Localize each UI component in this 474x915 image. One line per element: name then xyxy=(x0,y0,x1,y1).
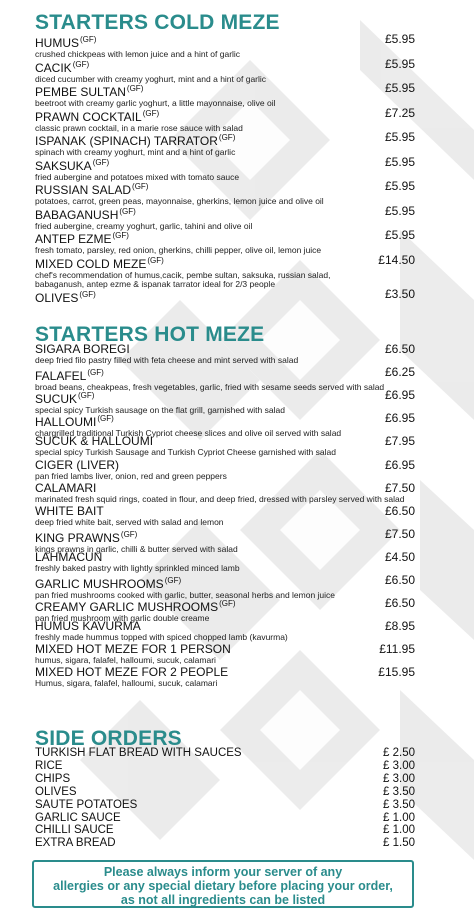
menu-item-description: beetroot with creamy garlic yoghurt, a little mayonnaise, olive oil xyxy=(35,98,276,108)
menu-item-name xyxy=(35,82,415,99)
side-order-item xyxy=(35,812,415,825)
side-order-item xyxy=(35,799,415,812)
menu-item-description: Humus, sigara, falafel, halloumi, sucuk, calamari xyxy=(35,678,218,689)
menu-item-price: £7.50 xyxy=(384,526,415,541)
menu-item-name-text: SUCUK & HALLOUMI xyxy=(35,434,154,449)
menu-item xyxy=(35,505,415,528)
menu-item-price: £14.50 xyxy=(378,252,415,267)
menu-item-name-text: CREAMY GARLIC MUSHROOMS xyxy=(35,600,219,615)
side-order-price: £ 1.50 xyxy=(383,837,415,850)
gluten-free-tag: (GF) xyxy=(132,182,149,191)
menu-item-description: potatoes, carrot, green peas, mayonnaise, gherkins, lemon juice and olive oil xyxy=(35,196,324,206)
menu-item-name xyxy=(35,156,415,173)
menu-item-name xyxy=(35,551,415,564)
side-order-price: £ 3.50 xyxy=(383,785,415,798)
gluten-free-tag: (GF) xyxy=(97,414,114,424)
menu-item xyxy=(35,288,415,305)
side-order-price: £ 1.00 xyxy=(383,811,415,824)
menu-item-name xyxy=(35,597,415,614)
menu-item-name-text: HUMUS xyxy=(35,36,79,50)
menu-item-price: £6.50 xyxy=(384,596,415,611)
menu-item-price: £5.95 xyxy=(384,81,415,95)
menu-item-name-text: BABAGANUSH xyxy=(35,207,119,222)
menu-item-description: chef's recommendation of humus,cacik, pembe sultan, saksuka, russian salad, babaganush, antep ezme & ispanak tarrator ideal for 2/3 people xyxy=(35,269,331,289)
menu-item xyxy=(35,82,415,109)
menu-item-name xyxy=(35,180,415,197)
menu-item-price: £5.95 xyxy=(384,179,415,193)
side-order-price: £ 3.00 xyxy=(383,759,415,772)
menu-item xyxy=(35,435,415,458)
menu-item-price: £6.95 xyxy=(384,411,415,426)
gluten-free-tag: (GF) xyxy=(164,576,182,585)
menu-item-price: £3.50 xyxy=(384,287,415,301)
menu-item-description: broad beans, cheakpeas, fresh vegetables, garlic, fried with sesame seeds served with salad xyxy=(35,382,385,393)
menu-item-name-text: HUMUS KAVURMA xyxy=(35,619,141,634)
menu-item xyxy=(35,156,415,183)
menu-item-price: £5.95 xyxy=(384,203,415,218)
menu-item-price: £7.95 xyxy=(384,434,415,449)
gluten-free-tag: (GF) xyxy=(142,108,160,118)
notice-line-3: as not all ingredients can be listed xyxy=(120,893,326,907)
menu-item-price: £5.95 xyxy=(384,228,415,242)
menu-item xyxy=(35,343,415,366)
menu-item-description: diced cucumber with creamy yoghurt, mint and a hint of garlic xyxy=(35,73,267,84)
side-order-name: CHILLI SAUCE xyxy=(35,824,114,837)
menu-item-price: £5.95 xyxy=(384,130,415,144)
gluten-free-tag: (GF) xyxy=(87,368,104,378)
menu-item-name-text: CIGER (LIVER) xyxy=(35,457,120,472)
side-orders-title: SIDE ORDERS xyxy=(35,727,182,750)
side-order-name: SAUTE POTATOES xyxy=(35,798,138,811)
notice-line-2: allergies or any special dietary before placing your order, xyxy=(53,879,393,893)
menu-item-name-text: ISPANAK (SPINACH) TARRATOR xyxy=(35,134,218,148)
menu-item-name xyxy=(35,58,415,75)
menu-item-description: fried aubergine and potatoes mixed with tomato sauce xyxy=(35,171,240,182)
menu-item-price: £5.95 xyxy=(384,32,415,46)
allergy-notice xyxy=(32,860,414,908)
menu-item-name xyxy=(35,459,415,472)
side-order-price: £ 1.00 xyxy=(383,824,415,837)
menu-item-price: £15.95 xyxy=(378,665,415,680)
menu-item-name-text: MIXED COLD MEZE xyxy=(35,256,147,271)
menu-item-description: humus, sigara, falafel, halloumi, sucuk, calamari xyxy=(35,655,216,666)
menu-item-name-text: MIXED HOT MEZE FOR 2 PEOPLE xyxy=(35,665,229,680)
gluten-free-tag: (GF) xyxy=(147,255,164,265)
menu-item xyxy=(35,107,415,134)
gluten-free-tag: (GF) xyxy=(92,157,110,167)
menu-item-description: deep fried filo pastry filled with feta cheese and mint served with salad xyxy=(35,355,299,365)
menu-item-description: pan fried lambs liver, onion, red and green peppers xyxy=(35,470,227,481)
menu-item-description: marinated fresh squid rings, coated in flour, and deep fried, dressed with parsley served with salad xyxy=(35,493,405,504)
menu-item-price: £11.95 xyxy=(379,642,415,657)
menu-item xyxy=(35,33,415,60)
side-order-item xyxy=(35,786,415,799)
menu-item-description: pan fried mushroom with garlic double creame xyxy=(35,613,210,624)
menu-item-description: special spicy Turkish sausage on the flat grill, garnished with salad xyxy=(35,405,285,416)
menu-item-price: £6.95 xyxy=(384,388,415,403)
menu-item-name-text: MIXED HOT MEZE FOR 1 PERSON xyxy=(35,642,231,657)
menu-item-price: £6.50 xyxy=(384,573,415,587)
menu-item-name xyxy=(35,505,415,518)
side-order-name: EXTRA BREAD xyxy=(35,837,116,850)
menu-item-price: £6.25 xyxy=(384,365,415,380)
menu-item-price: £5.95 xyxy=(384,154,415,169)
menu-item-description: crushed chickpeas with lemon juice and a hint of garlic xyxy=(35,49,241,59)
menu-item-name-text: RUSSIAN SALAD xyxy=(35,183,132,197)
menu-item xyxy=(35,482,415,505)
side-order-name: OLIVES xyxy=(35,785,77,798)
side-order-item xyxy=(35,824,415,837)
menu-item-name xyxy=(35,131,415,148)
gluten-free-tag: (GF) xyxy=(72,59,90,69)
menu-item-description: kings prawns in garlic, chilli & butter served with salad xyxy=(35,543,238,554)
menu-item-price: £6.50 xyxy=(384,342,415,356)
menu-item-name xyxy=(35,229,415,246)
side-order-price: £ 2.50 xyxy=(383,747,415,759)
menu-item-name-text: FALAFEL xyxy=(35,369,87,384)
side-order-item xyxy=(35,747,415,760)
menu-item-name-text: PRAWN COCKTAIL xyxy=(35,109,142,124)
side-order-price: £ 3.00 xyxy=(383,772,415,785)
menu-item xyxy=(35,229,415,256)
gluten-free-tag: (GF) xyxy=(80,35,97,44)
menu-item-description: special spicy Turkish Sausage and Turkish Cypriot Cheese garnished with salad xyxy=(35,447,336,458)
menu-item xyxy=(35,551,415,574)
side-order-name: CHIPS xyxy=(35,772,71,785)
menu-item-name-text: PEMBE SULTAN xyxy=(35,85,126,99)
menu-item xyxy=(35,131,415,158)
menu-item-name-text: CACIK xyxy=(35,60,72,75)
menu-item-name xyxy=(35,107,415,124)
menu-item xyxy=(35,180,415,207)
menu-item-name xyxy=(35,574,415,591)
menu-item-name xyxy=(35,412,415,429)
menu-item-name-text: WHITE BAIT xyxy=(35,503,104,518)
menu-item-name-text: SIGARA BOREGI xyxy=(35,342,130,356)
menu-item-price: £7.25 xyxy=(384,105,415,120)
menu-item-description: pan fried mushrooms cooked with garlic, butter, seasonal herbs and lemon juice xyxy=(35,590,336,600)
menu-item-name xyxy=(35,528,415,545)
menu-item-description: deep fried white bait, served with salad and lemon xyxy=(35,516,224,527)
menu-item-name-text: OLIVES xyxy=(35,291,79,305)
menu-item xyxy=(35,205,415,232)
gluten-free-tag: (GF) xyxy=(119,206,136,216)
menu-item-name-text: CALAMARI xyxy=(35,480,97,495)
menu-item-description: freshly baked pastry with lightly sprinkled minced lamb xyxy=(35,562,240,573)
menu-item xyxy=(35,666,415,689)
menu-item-name xyxy=(35,33,415,50)
menu-item-price: £6.50 xyxy=(384,503,415,518)
menu-item-description: fresh tomato, parsley, red onion, gherkins, chilli pepper, olive oil, lemon juice xyxy=(35,245,322,255)
menu-item-price: £8.95 xyxy=(384,619,415,634)
gluten-free-tag: (GF) xyxy=(78,391,95,401)
menu-item-name-text: SAKSUKA xyxy=(35,158,92,173)
menu-item-description: freshly made hummus topped with spiced chopped lamb (kavurma) xyxy=(35,632,288,643)
menu-item-name xyxy=(35,389,415,406)
gluten-free-tag: (GF) xyxy=(218,133,236,142)
gluten-free-tag: (GF) xyxy=(219,599,236,609)
menu-item xyxy=(35,254,415,290)
menu-item-description: chargrilled traditional Turkish Cypriot cheese slices and olive oil served with salad xyxy=(35,428,342,439)
menu-item-price: £5.95 xyxy=(384,56,415,71)
cold-meze-title: STARTERS COLD MEZE xyxy=(35,11,280,34)
menu-item-name-text: SUCUK xyxy=(35,392,78,407)
menu-item-name-text: ANTEP EZME xyxy=(35,232,112,246)
menu-item-name xyxy=(35,288,415,305)
gluten-free-tag: (GF) xyxy=(120,529,138,539)
hot-meze-title: STARTERS HOT MEZE xyxy=(35,323,265,346)
menu-item-name xyxy=(35,482,415,495)
side-order-name: GARLIC SAUCE xyxy=(35,811,121,824)
menu-item-name xyxy=(35,205,415,222)
side-order-item xyxy=(35,837,415,850)
notice-line-1: Please always inform your server of any xyxy=(103,865,343,879)
menu-item xyxy=(35,58,415,85)
menu-item xyxy=(35,459,415,482)
gluten-free-tag: (GF) xyxy=(126,84,144,93)
gluten-free-tag: (GF) xyxy=(112,231,129,240)
gluten-free-tag: (GF) xyxy=(79,290,96,299)
menu-item-description: classic prawn cocktail, in a marie rose sauce with salad xyxy=(35,122,243,133)
menu-item-name-text: LAHMACUN xyxy=(35,549,103,564)
menu-item-name xyxy=(35,254,415,271)
menu-item xyxy=(35,643,415,666)
menu-item-name-text: KING PRAWNS xyxy=(35,530,120,545)
menu-item-name-text: GARLIC MUSHROOMS xyxy=(35,577,164,591)
menu-item-description: fried aubergine, creamy yoghurt, garlic, tahini and olive oil xyxy=(35,220,253,231)
side-order-item xyxy=(35,773,415,786)
menu-item-price: £4.50 xyxy=(384,549,415,564)
menu-item xyxy=(35,620,415,643)
menu-item-price: £7.50 xyxy=(384,480,415,495)
menu-item-price: £6.95 xyxy=(384,457,415,472)
side-order-price: £ 3.50 xyxy=(383,798,415,811)
menu-item-name-text: HALLOUMI xyxy=(35,415,97,430)
menu-item-description: spinach with creamy yoghurt, mint and a hint of garlic xyxy=(35,147,236,157)
side-order-item xyxy=(35,760,415,773)
menu-item-name xyxy=(35,366,415,383)
side-order-name: RICE xyxy=(35,759,63,772)
side-order-name: TURKISH FLAT BREAD WITH SAUCES xyxy=(35,747,242,759)
